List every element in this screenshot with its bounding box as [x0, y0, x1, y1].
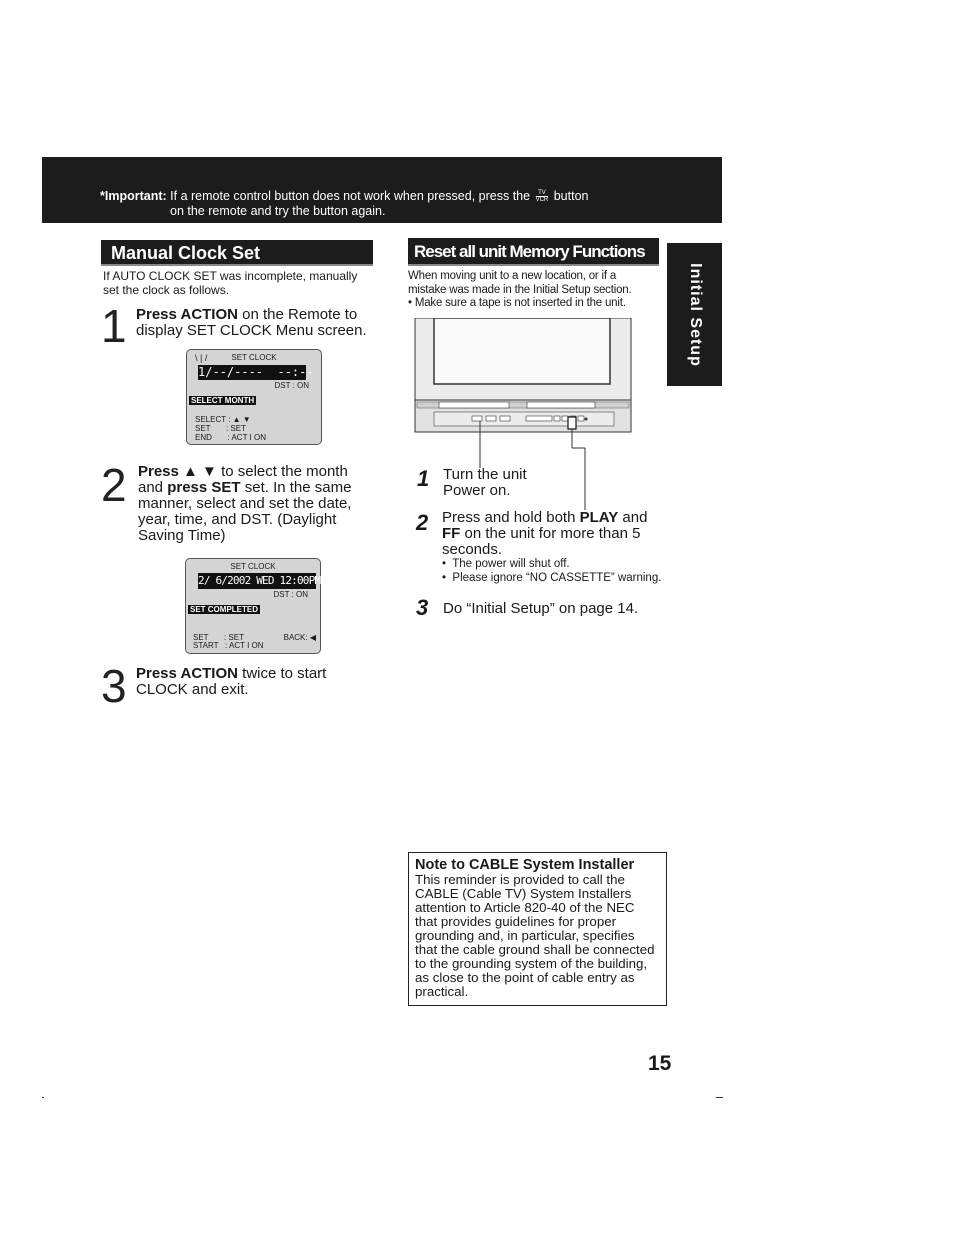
- dst-status: DST : ON: [273, 590, 308, 599]
- screen-line: SELECT : ▲ ▼: [195, 415, 251, 424]
- screen-line: START : ACT I ON: [193, 641, 264, 650]
- step-number: 1: [417, 466, 430, 491]
- manual-clock-set-title: Manual Clock Set: [101, 240, 373, 266]
- side-tab-label: Initial Setup: [686, 262, 704, 367]
- screen-line: SET : SET: [193, 633, 244, 642]
- manual-intro: If AUTO CLOCK SET was incomplete, manually set the clock as follows.: [103, 269, 358, 297]
- screen-title: SET CLOCK: [231, 353, 277, 362]
- important-note: *Important: If a remote control button does not work when pressed, press the TV VCR button: [100, 189, 589, 204]
- manual-step2: Press ▲ ▼ to select the month and press SET set. In the same manner, select and set the date, year, time, and DST. (Daylight Saving Time): [138, 463, 352, 544]
- date-time-field: 1/--/---- --:--: [198, 365, 314, 379]
- cable-installer-note: [408, 852, 667, 1006]
- dst-status: DST : ON: [274, 381, 309, 390]
- step-number: 3: [101, 660, 127, 712]
- important-label: *Important:: [100, 189, 167, 203]
- crop-mark: [42, 1097, 44, 1098]
- manual-step3: Press ACTION twice to start CLOCK and exit.: [136, 665, 327, 698]
- step-number: 2: [416, 510, 429, 535]
- step-number: 2: [101, 459, 127, 511]
- back-label: BACK: ◀: [283, 633, 316, 642]
- reset-intro-bullet: • Make sure a tape is not inserted in the unit.: [408, 297, 626, 309]
- manual-step1: Press ACTION on the Remote to display SET CLOCK Menu screen.: [136, 306, 367, 339]
- page-number: 15: [648, 1052, 672, 1075]
- reset-bullets: • The power will shut off. • Please ignore “NO CASSETTE” warning.: [442, 558, 662, 584]
- mode-label: SELECT MONTH: [191, 396, 255, 405]
- blink-icon: \ | /: [195, 353, 208, 363]
- screen-line: SET : SET: [195, 424, 246, 433]
- reset-memory-title: Reset all unit Memory Functions: [408, 238, 659, 266]
- date-time-field: 2/ 6/2002 WED 12:00PM: [198, 574, 321, 587]
- reset-step2: Press and hold both PLAY and FF on the unit for more than 5 seconds.: [442, 509, 648, 558]
- set-clock-screen-1: [186, 349, 322, 445]
- screen-line: END : ACT I ON: [195, 433, 266, 442]
- step-number: 1: [101, 300, 127, 352]
- set-clock-screen-2: [185, 558, 321, 654]
- note-title: Note to CABLE System Installer: [415, 857, 635, 873]
- crop-mark: [716, 1097, 723, 1098]
- important-banner: [42, 157, 722, 223]
- reset-step1: Turn the unit Power on.: [443, 466, 527, 499]
- note-text: This reminder is provided to call the CABLE (Cable TV) System Installers attention to Article 820-40 of the NEC that provides guidelines for proper grounding and, in particular, specifies that the cable ground shall be connected to the grounding system of the building, as close to the point of cable entry as practical.: [415, 872, 655, 999]
- reset-intro: When moving unit to a new location, or if a mistake was made in the Initial Setup section.: [408, 270, 632, 296]
- step-number: 3: [416, 595, 429, 620]
- tv-vcr-icon: TV VCR: [535, 190, 549, 204]
- mode-label: SET COMPLETED: [190, 605, 259, 614]
- section-side-tab: [667, 243, 722, 386]
- reset-step3: Do “Initial Setup” on page 14.: [443, 600, 639, 617]
- important-note-line2: on the remote and try the button again.: [170, 204, 386, 218]
- screen-title: SET CLOCK: [230, 562, 276, 571]
